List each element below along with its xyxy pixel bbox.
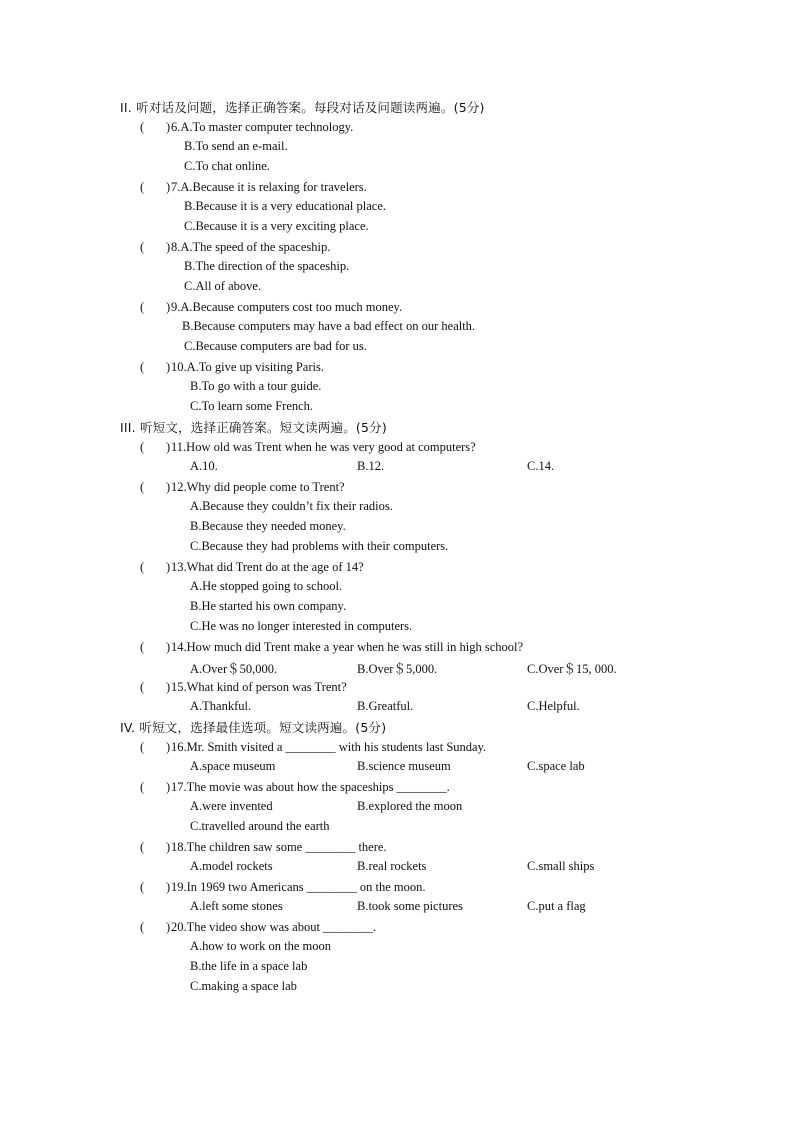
question-16: ( ) 16.Mr. Smith visited a ________ with his students last Sunday. [140,740,487,754]
option: C.making a space lab [190,979,297,993]
option: B.real rockets [357,859,427,873]
option: C.14. [527,459,555,473]
option: A.how to work on the moon [190,939,331,953]
question-8: ( ) 8.A.The speed of the spaceship. [140,240,331,254]
question-stem: A.To master computer technology. [180,120,354,134]
question-6: ( ) 6.A.To master computer technology. [140,120,354,134]
question-number: 12. [171,480,187,494]
question-number: 11. [171,440,187,454]
question-15: ( ) 15.What kind of person was Trent? [140,680,347,694]
option: A.Over＄50,000. [190,662,278,676]
question-stem: A.Because it is relaxing for travelers. [180,180,367,194]
question-12: ( ) 12.Why did people come to Trent? [140,480,345,494]
question-18: ( ) 18.The children saw some ________ there. [140,840,387,854]
option: C.travelled around the earth [190,819,330,833]
question-stem: How much did Trent make a year when he was still in high school? [186,640,524,654]
option: C.Because they had problems with their computers. [190,539,449,553]
question-stem: What did Trent do at the age of 14? [186,560,364,574]
option: A.were invented [190,799,273,813]
option: C.To learn some French. [190,399,314,413]
question-stem: The movie was about how the spaceships ________. [186,780,450,794]
section-title-iii: III. 听短文，选择正确答案。短文读两遍。(5分) [120,420,387,435]
question-stem: Why did people come to Trent? [186,480,345,494]
section-title-iv: IV. 听短文，选择最佳选项。短文读两遍。(5分) [120,720,387,735]
option: A.10. [190,459,218,473]
question-17: ( ) 17.The movie was about how the spaceships ________. [140,780,450,794]
question-9: ( ) 9.A.Because computers cost too much money. [140,300,403,314]
option: B.Because it is a very educational place. [184,199,387,213]
question-number: 17. [171,780,187,794]
question-14: ( ) 14.How much did Trent make a year when he was still in high school? [140,640,524,654]
question-stem: The video show was about ________. [186,920,377,934]
option: B.took some pictures [357,899,463,913]
option: C.Over＄15, 000. [527,662,617,676]
option: C.He was no longer interested in computers. [190,619,413,633]
option: A.Thankful. [190,699,252,713]
question-stem: A.Because computers cost too much money. [180,300,403,314]
option: A.space museum [190,759,276,773]
question-7: ( ) 7.A.Because it is relaxing for travelers. [140,180,367,194]
question-number: 20. [171,920,187,934]
question-number: 10. [171,360,187,374]
option: A.He stopped going to school. [190,579,343,593]
option: B.To send an e-mail. [184,139,288,153]
option: C.All of above. [184,279,262,293]
question-number: 16. [171,740,187,754]
question-number: 18. [171,840,187,854]
option: B.To go with a tour guide. [190,379,322,393]
option: B.Because they needed money. [190,519,346,533]
option: B.Because computers may have a bad effect on our health. [182,319,476,333]
option: B.explored the moon [357,799,463,813]
option: B.Over＄5,000. [357,662,438,676]
question-stem: A.The speed of the spaceship. [180,240,331,254]
option: B.He started his own company. [190,599,347,613]
question-stem: The children saw some ________ there. [186,840,387,854]
question-stem: What kind of person was Trent? [186,680,347,694]
option: C.Helpful. [527,699,580,713]
question-number: 14. [171,640,187,654]
question-13: ( ) 13.What did Trent do at the age of 14? [140,560,364,574]
section-title-ii: II. 听对话及问题，选择正确答案。每段对话及问题读两遍。(5分) [120,100,485,115]
option: C.put a flag [527,899,586,913]
option: B.science museum [357,759,451,773]
question-19: ( ) 19.In 1969 two Americans ________ on the moon. [140,880,426,894]
question-number: 19. [171,880,187,894]
option: A.left some stones [190,899,283,913]
question-number: 15. [171,680,187,694]
question-stem: Mr. Smith visited a ________ with his students last Sunday. [186,740,487,754]
option: A.model rockets [190,859,273,873]
question-number: 8. [171,240,181,254]
option: B.Greatful. [357,699,414,713]
option: B.The direction of the spaceship. [184,259,350,273]
question-number: 13. [171,560,187,574]
option: B.12. [357,459,385,473]
option: B.the life in a space lab [190,959,308,973]
question-11: ( ) 11.How old was Trent when he was very good at computers? [140,440,476,454]
option: C.Because computers are bad for us. [184,339,367,353]
option: C.To chat online. [184,159,270,173]
question-number: 6. [171,120,181,134]
option: C.space lab [527,759,585,773]
question-10: ( ) 10.A.To give up visiting Paris. [140,360,324,374]
question-20: ( ) 20.The video show was about ________. [140,920,377,934]
option: C.Because it is a very exciting place. [184,219,369,233]
question-number: 7. [171,180,181,194]
option: A.Because they couldn’t fix their radios. [190,499,393,513]
question-number: 9. [171,300,181,314]
option: C.small ships [527,859,595,873]
question-stem: In 1969 two Americans ________ on the moon. [186,880,426,894]
question-stem: A.To give up visiting Paris. [186,360,324,374]
question-stem: How old was Trent when he was very good at computers? [186,440,476,454]
